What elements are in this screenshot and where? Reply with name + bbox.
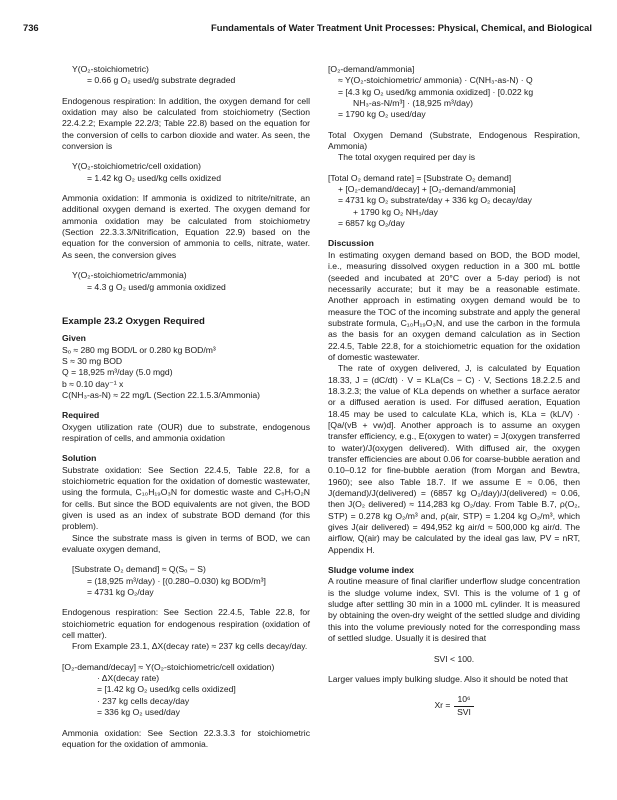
given-line: Q = 18,925 m³/day (5.0 mgd) (62, 367, 173, 378)
spacer (62, 152, 310, 161)
equation-line: [Total O₂ demand rate] = [Substrate O₂ demand] (328, 172, 512, 183)
paragraph: Endogenous respiration: In addition, the oxygen demand for cell oxidation may also be calculated from stoichiometry (Section 22.4.2.2; Example 22.2/3; Table 22.8) based on the equation for the conversion of cells to carbon dioxide and water. As seen, the conversion is (62, 95, 310, 152)
equation-line: Y(O₂-stoichiometric/cell oxidation) (72, 161, 201, 172)
section-heading: Required (62, 410, 100, 421)
equation-line: = 4731 kg O₂/day (87, 587, 154, 598)
spacer (62, 87, 310, 96)
numerator: 10⁶ (454, 694, 473, 706)
equation-line: = 1.42 kg O₂ used/kg cells oxidized (87, 172, 221, 183)
paragraph: Ammonia oxidation: If ammonia is oxidized to nitrite/nitrate, an additional oxygen demand is exerted. The oxygen demand for ammonia oxidation may be calculated from stoichiometry (Section 22.3.3.3/Nitrification, Equation 22.9) based on the equation for the conversion of ammonia to cells, nitrate, water. As seen, the conversion gives (62, 193, 310, 260)
section-heading: Sludge volume index (328, 565, 414, 576)
equation-line: = [1.42 kg O₂ used/kg cells oxidized] (97, 684, 236, 695)
equation-line: Y(O₂-stoichiometric/ammonia) (72, 270, 187, 281)
equation-line: + 1790 kg O₂ NH₃/day (353, 206, 438, 217)
paragraph: The total oxygen required per day is (338, 152, 476, 163)
given-line: Sₒ ≈ 280 mg BOD/L or 0.280 kg BOD/m³ (62, 344, 216, 355)
example-title: Example 23.2 Oxygen Required (62, 315, 205, 327)
spacer (62, 653, 310, 662)
spacer (62, 184, 310, 193)
running-title: Fundamentals of Water Treatment Unit Processes: Physical, Chemical, and Biological (210, 22, 592, 33)
equation-line: + [O₂-demand/decay] + [O₂-demand/ammonia] (338, 184, 516, 195)
fraction (454, 694, 473, 718)
spacer (62, 444, 310, 453)
equation-line: ≈ Y(O₂-stoichiometric/ ammonia) · C(NH₃-as-N) · Q (338, 75, 533, 86)
spacer (328, 685, 580, 694)
spacer (328, 645, 580, 654)
equation-line: [Substrate O₂ demand] ≈ Q(Sₒ − S) (72, 564, 206, 575)
spacer (328, 229, 580, 238)
fraction-lhs: Xr = (434, 700, 451, 711)
fraction-equation (328, 694, 580, 718)
paragraph: Total Oxygen Demand (Substrate, Endogenous Respiration, Ammonia) (328, 129, 580, 152)
spacer (62, 598, 310, 607)
equation-line: [O₂-demand/ammonia] (328, 64, 415, 74)
spacer (328, 665, 580, 674)
paragraph: The rate of oxygen delivered, J, is calculated by Equation 18.33, J = (dC/dt) · V = KLa(Cs − C) · V, Sections 18.2.2.5 and 18.3.2.3; the value of KLa depends on whether a surface aerator or a diffused aeration is used. For diffused aeration, Equation 18.45 may be used to calculate KLa, which is, KLa = (kL/V) · [Qa/(vB + vw)d]. Another approach is to assume an oxygen transfer efficiency, e.g., E(oxygen to water) = J(oxygen transferred to water)/J(oxygen delivered). With diffused air, the oxygen transfer efficiencies are about 0.06 for coarse-bubble aeration and 0.10–0.12 for fine-bubble aeration (from Morgan and Bewtra, 1960); see also Table 18.7. If we assume E ≈ 0.06, then J(demand)/J(delivered) = (6857 kg O₂/day)/J(delivered) ≈ 0.06, then J(O₂ delivered) ≈ 114,283 kg O₂/day. From Table B.7, ρ(O₂, STP) = 0.278 kg O₂/m³ and, ρ(air, STP) = 1.204 kg O₂/m³, which gives J(air delivered) = 494,952 kg air/d ≈ 500,000 kg air/d. The airflow, Q(air) may be calculated by the ideal gas law, PV = nRT, Appendix H. (328, 363, 580, 555)
section-heading: Solution (62, 453, 97, 464)
paragraph: Larger values imply bulking sludge. Also it should be noted that (328, 673, 568, 684)
paragraph: Substrate oxidation: See Section 22.4.5, Table 22.8, for a stoichiometric equation for the oxidation of domestic wastewater, using the formula, C₁₀H₁₉O₃N for domestic waste and C₅H₇O₂N for cells. But since the BOD equivalents are not given, the BOD given is used as an index of substrate BOD demand (for this problem). (62, 464, 310, 532)
given-line: b ≈ 0.10 day⁻¹ x (62, 378, 124, 389)
spacer (62, 555, 310, 564)
right-column (328, 64, 580, 718)
spacer (62, 401, 310, 410)
paragraph: From Example 23.1, ΔX(decay rate) ≈ 237 kg cells decay/day. (72, 641, 308, 652)
equation-line: NH₃-as-N/m³] · (18,925 m³/day) (353, 98, 474, 109)
equation-line: = 336 kg O₂ used/day (97, 707, 180, 718)
paragraph: Endogenous respiration: See Section 22.4.5, Table 22.8, for stoichiometric equation for endogenous respiration (oxidation of cell matter). (62, 607, 310, 641)
equation-line: · 237 kg cells decay/day (97, 695, 190, 706)
spacer (62, 261, 310, 270)
equation-line: Y(O₂-stoichiometric) (72, 64, 149, 74)
section-heading: Discussion (328, 238, 374, 249)
paragraph: Since the substrate mass is given in terms of BOD, we can evaluate oxygen demand, (62, 532, 310, 555)
centered-equation: SVI < 100. (433, 653, 475, 664)
equation-line: = 1790 kg O₂ used/day (338, 109, 426, 120)
paragraph: A routine measure of final clarifier underflow sludge concentration is the sludge volume index, SVI. This is the volume of 1 g of sludge after settling 30 min in a 1000 mL cylinder. It is measured by obtaining the oven-dry weight of the settled sludge and dividing this into the volume previously noted for the corresponding mass of settled sludge. Usually it is desired that (328, 576, 580, 644)
paragraph: Oxygen utilization rate (OUR) due to substrate, endogenous respiration of cells, and ammonia oxidation (62, 421, 310, 443)
equation-line: = [4.3 kg O₂ used/kg ammonia oxidized] · [0.022 kg (338, 86, 534, 97)
denominator: SVI (457, 706, 471, 717)
spacer (62, 719, 310, 728)
paragraph: Ammonia oxidation: See Section 22.3.3.3 for stoichiometric equation for the oxidation of ammonia. (62, 727, 310, 749)
spacer (328, 121, 580, 130)
equation-line: = 0.66 g O₂ used/g substrate degraded (87, 75, 236, 86)
equation-line: · ΔX(decay rate) (97, 673, 160, 684)
equation-line: = 4731 kg O₂ substrate/day + 336 kg O₂ decay/day (338, 195, 532, 206)
section-heading: Given (62, 333, 86, 344)
left-column (62, 64, 310, 750)
spacer (328, 164, 580, 173)
page-number: 736 (23, 22, 39, 33)
paragraph: In estimating oxygen demand based on BOD, the BOD model, i.e., measuring dissolved oxygen reduction in a 300 mL bottle (seeded and incubated at 20°C over a 5-day period) is not necessarily accurate; but it may be a reasonable estimate. Another approach in estimating oxygen demand would be to measure the TOC of the incoming substrate and apply the general substrate formula, C₁₀H₁₉O₃N, and use the carbon in the formula as the basis for an oxygen demand calculation as in Section 22.4.5, Table 22.8, for a stoichiometric equation for the oxidation of domestic wastewater. (328, 249, 580, 362)
equation-line: = 4.3 g O₂ used/g ammonia oxidized (87, 281, 226, 292)
equation-line: = 6857 kg O₂/day (338, 218, 405, 229)
spacer (328, 556, 580, 565)
spacer (62, 293, 310, 308)
given-line: C(NH₃-as-N) ≈ 22 mg/L (Section 22.1.5.3/Ammonia) (62, 389, 260, 400)
equation-line: [O₂-demand/decay] ≈ Y(O₂-stoichiometric/cell oxidation) (62, 661, 275, 672)
given-line: S ≈ 30 mg BOD (62, 355, 123, 366)
page-header (23, 22, 592, 36)
equation-line: = (18,925 m³/day) · [(0.280–0.030) kg BOD/m³] (87, 575, 266, 586)
